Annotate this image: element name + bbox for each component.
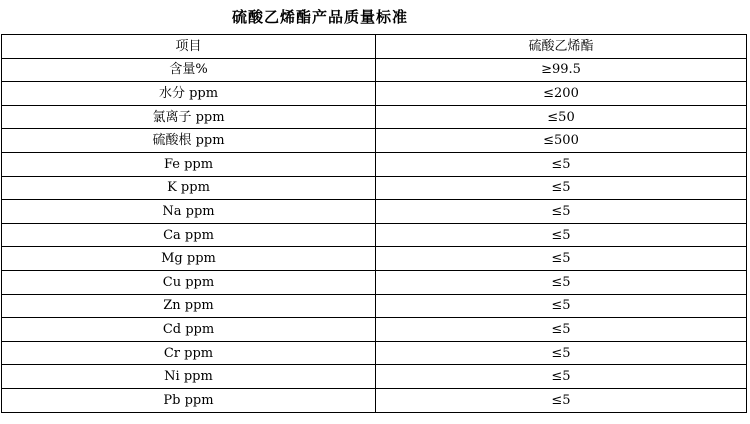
- table-row: [2, 318, 747, 342]
- table-header-row: [2, 35, 747, 59]
- row-spec-value: ≤5: [376, 176, 747, 200]
- row-spec-value: ≤500: [376, 129, 747, 153]
- row-spec-value: ≤5: [376, 247, 747, 271]
- row-item-label: 含量%: [2, 58, 376, 82]
- row-item-label: Fe ppm: [2, 152, 376, 176]
- table-row: [2, 388, 747, 412]
- row-spec-value: ≤5: [376, 318, 747, 342]
- row-spec-value: ≤5: [376, 223, 747, 247]
- row-spec-value: ≤50: [376, 105, 747, 129]
- row-item-label: Ca ppm: [2, 223, 376, 247]
- row-item-label: Zn ppm: [2, 294, 376, 318]
- row-item-label: Cr ppm: [2, 341, 376, 365]
- row-spec-value: ≤5: [376, 341, 747, 365]
- row-item-label: 水分 ppm: [2, 82, 376, 106]
- row-spec-value: ≤5: [376, 294, 747, 318]
- table-row: [2, 82, 747, 106]
- table-row: [2, 247, 747, 271]
- row-spec-value: ≤5: [376, 365, 747, 389]
- table-row: [2, 105, 747, 129]
- row-item-label: Cd ppm: [2, 318, 376, 342]
- table-row: [2, 270, 747, 294]
- table-row: [2, 58, 747, 82]
- row-spec-value: ≤5: [376, 200, 747, 224]
- row-item-label: Ni ppm: [2, 365, 376, 389]
- table-row: [2, 176, 747, 200]
- row-spec-value: ≤5: [376, 388, 747, 412]
- row-item-label: 氯离子 ppm: [2, 105, 376, 129]
- header-item: 项目: [2, 35, 376, 59]
- row-item-label: Cu ppm: [2, 270, 376, 294]
- table-row: [2, 200, 747, 224]
- row-spec-value: ≤5: [376, 270, 747, 294]
- row-spec-value: ≤200: [376, 82, 747, 106]
- document-title: 硫酸乙烯酯产品质量标准: [231, 8, 408, 26]
- table-row: [2, 129, 747, 153]
- table-row: [2, 294, 747, 318]
- table-row: [2, 341, 747, 365]
- row-spec-value: ≥99.5: [376, 58, 747, 82]
- table-row: [2, 365, 747, 389]
- header-product: 硫酸乙烯酯: [376, 35, 747, 59]
- table-row: [2, 223, 747, 247]
- row-item-label: K ppm: [2, 176, 376, 200]
- row-item-label: 硫酸根 ppm: [2, 129, 376, 153]
- quality-standard-table: [1, 34, 747, 413]
- row-item-label: Mg ppm: [2, 247, 376, 271]
- row-item-label: Na ppm: [2, 200, 376, 224]
- row-spec-value: ≤5: [376, 152, 747, 176]
- row-item-label: Pb ppm: [2, 388, 376, 412]
- table-row: [2, 152, 747, 176]
